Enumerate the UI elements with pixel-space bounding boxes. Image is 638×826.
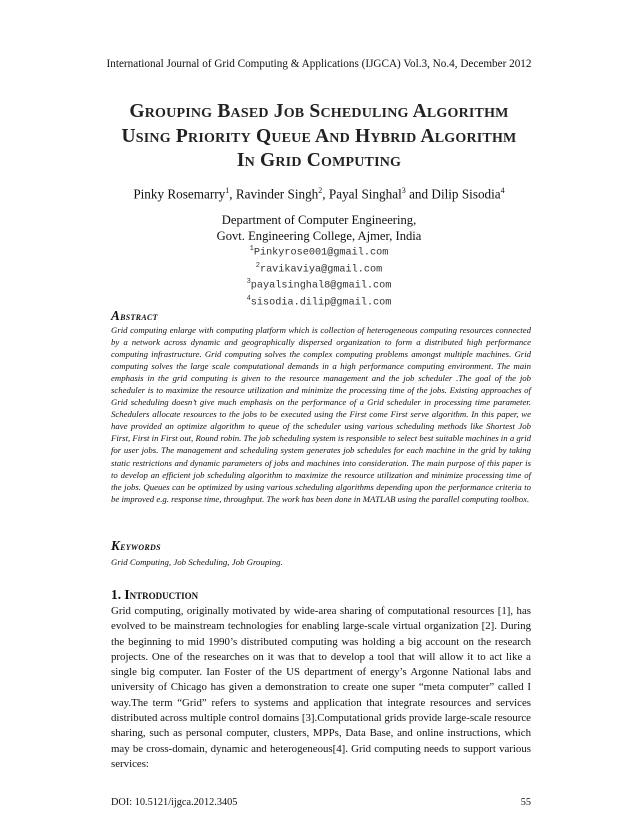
email-line [0, 293, 638, 310]
email-mark: 3 [246, 278, 251, 287]
author-separator: , [229, 186, 236, 202]
author-name: Payal Singhal [328, 186, 402, 202]
abstract-text: Grid computing enlarge with computing platform which is collection of heterogeneous computing resources connected by a network across dynamic and geographically dispersed organization to form a distributed high performance computing infrastructure. Grid computing solves the complex computing problems amongst multiple machines. Grid computing solves the large scale computational demands in a high performance computing environment. The main emphasis in the grid computing is given to the resource management and the job scheduler .The goal of the job scheduler is to maximize the resource utilization and minimize the processing time of the jobs. Existing approaches of Grid scheduling doesn’t give much emphasis on the performance of a Grid scheduler in processing time parameter. Schedulers allocate resources to the jobs to be executed using the First come First serve algorithm. In this paper, we have provided an optimize algorithm to queue of the scheduler using various scheduling methods like Shortest Job First, First in First out, Round robin. The job scheduling system is responsible to select best suitable machines in a grid for user jobs. The management and scheduling system generates job schedules for each machine in the grid by taking static restrictions and dynamic parameters of jobs and machines into consideration. The main purpose of this paper is to develop an efficient job scheduling algorithm to maximize the resource utilization and minimize processing time of the jobs. Queues can be optimized by using various scheduling algorithms depending upon the performance criteria to be improved e.g. response time, throughput. The work has been done in MATLAB using the parallel computing toolbox. [111, 325, 531, 504]
email-address[interactable]: Pinkyrose001@gmail.com [253, 247, 389, 259]
author-name: Dilip Sisodia [431, 186, 501, 202]
introduction-heading: 1. Introduction [111, 587, 199, 602]
title-line-2: Using Priority Queue And Hybrid Algorithm [121, 125, 517, 147]
email-address[interactable]: sisodia.dilip@gmail.com [250, 297, 392, 309]
email-line [0, 260, 638, 277]
author-list [0, 186, 638, 202]
doi-label: DOI: 10.5121/ijgca.2012.3405 [111, 797, 238, 808]
affiliation-college: Govt. Engineering College, Ajmer, India [216, 229, 422, 243]
journal-header: International Journal of Grid Computing & Applications (IJGCA) Vol.3, No.4, December 2012 [106, 58, 532, 70]
email-mark: 1 [249, 245, 254, 253]
author-separator: and [405, 186, 432, 202]
email-address[interactable]: payalsinghal8@gmail.com [250, 280, 392, 292]
affiliation-department: Department of Computer Engineering, [221, 213, 417, 227]
keywords-heading: Keywords [111, 538, 161, 553]
title-line-3: In Grid Computing [236, 150, 402, 171]
author-separator: , [322, 186, 329, 202]
keywords-text: Grid Computing, Job Scheduling, Job Grouping. [111, 557, 283, 567]
affiliation [0, 212, 638, 244]
email-line [0, 243, 638, 260]
page-number: 55 [520, 797, 531, 808]
email-address[interactable]: ravikaviya@gmail.com [259, 263, 383, 275]
author-affil-mark: 2 [318, 186, 323, 195]
email-mark: 4 [246, 294, 251, 303]
author-affil-mark: 1 [225, 186, 230, 195]
email-line [0, 276, 638, 293]
author-affil-mark: 3 [401, 186, 406, 195]
email-mark: 2 [255, 261, 260, 270]
author-name: Ravinder Singh [235, 186, 319, 202]
title-line-1: Grouping Based Job Scheduling Algorithm [129, 101, 509, 122]
email-list [0, 243, 638, 309]
author-affil-mark: 4 [500, 186, 505, 195]
author-name: Pinky Rosemarry [133, 186, 226, 202]
paper-title [40, 100, 598, 174]
abstract-heading: Abstract [111, 308, 158, 323]
introduction-text: Grid computing, originally motivated by wide-area sharing of computational resources [1], has evolved to be mainstream technologies for enabling large-scale virtual organization [2]. During the beginning to mid 1990’s distributed computing was holding a big account on the research projects. One of the researches on it was that to develop a tool that will allow it to act like a single big computer. Ian Foster of the US department of energy’s Argonne National labs and university of Chicago has given a demonstration to create one super “meta computer” called I way.The term “Grid” refers to systems and application that integrate resources and services distributed across multiple control domains [3].Computational grids provide large-scale resource sharing, such as personal computer, clusters, MPPs, Data Base, and online instructions, which may be cross-domain, dynamic and heterogeneous[4]. Grid computing needs to support various services: [111, 605, 531, 770]
